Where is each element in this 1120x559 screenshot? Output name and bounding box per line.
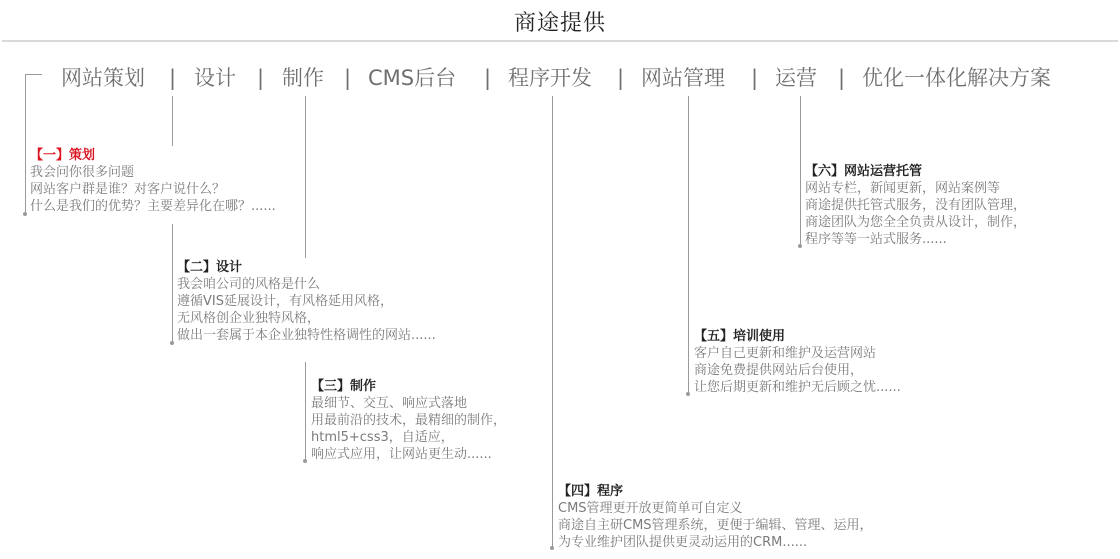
step-line: 无风格创企业独特风格， (177, 311, 321, 326)
nav-separator: | (169, 66, 177, 90)
step-line: CMS管理更开放更简单可自定义 (558, 501, 743, 516)
step-line: 客户自己更新和维护及运营网站 (694, 346, 877, 361)
nav-separator: | (751, 66, 759, 90)
step-line: 最细节、交互、响应式落地 (311, 396, 468, 411)
step-title: 【一】策划 (30, 148, 96, 163)
nav-separator: | (484, 66, 492, 90)
step-line: 网站客户群是谁？对客户说什么？ (30, 182, 226, 197)
step-line: 为专业维护团队提供更灵动运用的CRM...... (558, 535, 808, 550)
connector-dot-2 (170, 341, 174, 345)
step-line: 用最前沿的技术，最精细的制作， (311, 413, 507, 428)
nav-separator: | (344, 66, 352, 90)
connector-line-3 (305, 362, 306, 462)
step-title: 【二】设计 (177, 260, 243, 275)
step-hosting (805, 163, 1026, 248)
connector-line-5 (688, 96, 689, 394)
nav-separator: | (617, 66, 625, 90)
step-program (558, 483, 873, 551)
step-line: 我会咱公司的风格是什么 (177, 277, 321, 292)
title-divider (2, 40, 1118, 42)
connector-line-3-top (305, 96, 306, 258)
nav-item-design[interactable]: 设计 (194, 66, 236, 90)
nav-item-optimization[interactable]: 优化一体化解决方案 (862, 66, 1051, 90)
step-training (694, 328, 901, 396)
step-title: 【四】程序 (558, 484, 624, 499)
step-line: html5+css3，自适应， (311, 430, 454, 445)
nav-item-planning[interactable]: 网站策划 (61, 66, 145, 90)
connector-dot-5 (686, 392, 690, 396)
corner-line-vertical (25, 74, 26, 215)
nav-separator: | (257, 66, 265, 90)
connector-line-6 (800, 96, 801, 246)
connector-dot-3 (303, 459, 307, 463)
step-production (311, 378, 506, 463)
step-line: 让您后期更新和维护无后顾之忧...... (694, 380, 901, 395)
connector-dot-4 (550, 546, 554, 550)
nav-item-operations[interactable]: 运营 (775, 66, 817, 90)
page-title: 商途提供 (513, 11, 606, 36)
connector-dot-6 (798, 244, 802, 248)
connector-line-2 (172, 224, 173, 344)
step-planning (30, 147, 276, 215)
connector-dot-1 (23, 212, 27, 216)
step-line: 程序等等一站式服务...... (805, 232, 947, 247)
step-line: 遵循VIS延展设计，有风格延用风格， (177, 294, 393, 309)
nav-item-production[interactable]: 制作 (282, 66, 324, 90)
step-line: 我会问你很多问题 (30, 165, 135, 180)
nav-item-management[interactable]: 网站管理 (641, 66, 725, 90)
step-title: 【三】制作 (311, 379, 377, 394)
nav-item-development[interactable]: 程序开发 (508, 66, 592, 90)
step-line: 做出一套属于本企业独特性格调性的网站...... (177, 328, 436, 343)
corner-line-horizontal (25, 74, 42, 75)
step-line: 商途团队为您全全负责从设计，制作， (805, 215, 1027, 230)
connector-line-1-top (172, 96, 173, 146)
step-line: 响应式应用，让网站更生动...... (311, 447, 492, 462)
step-design (177, 259, 436, 344)
connector-line-4 (552, 96, 553, 548)
nav-item-cms[interactable]: CMS后台 (368, 66, 457, 90)
step-line: 商途免费提供网站后台使用， (694, 363, 864, 378)
nav-separator: | (838, 66, 846, 90)
step-line: 商途提供托管式服务，没有团队管理， (805, 198, 1027, 213)
step-title: 【六】网站运营托管 (805, 164, 923, 179)
step-line: 网站专栏，新闻更新，网站案例等 (805, 181, 1001, 196)
step-line: 什么是我们的优势？主要差异化在哪？...... (30, 199, 276, 214)
step-line: 商途自主研CMS管理系统，更便于编辑、管理、运用， (558, 518, 873, 533)
step-title: 【五】培训使用 (694, 329, 786, 344)
